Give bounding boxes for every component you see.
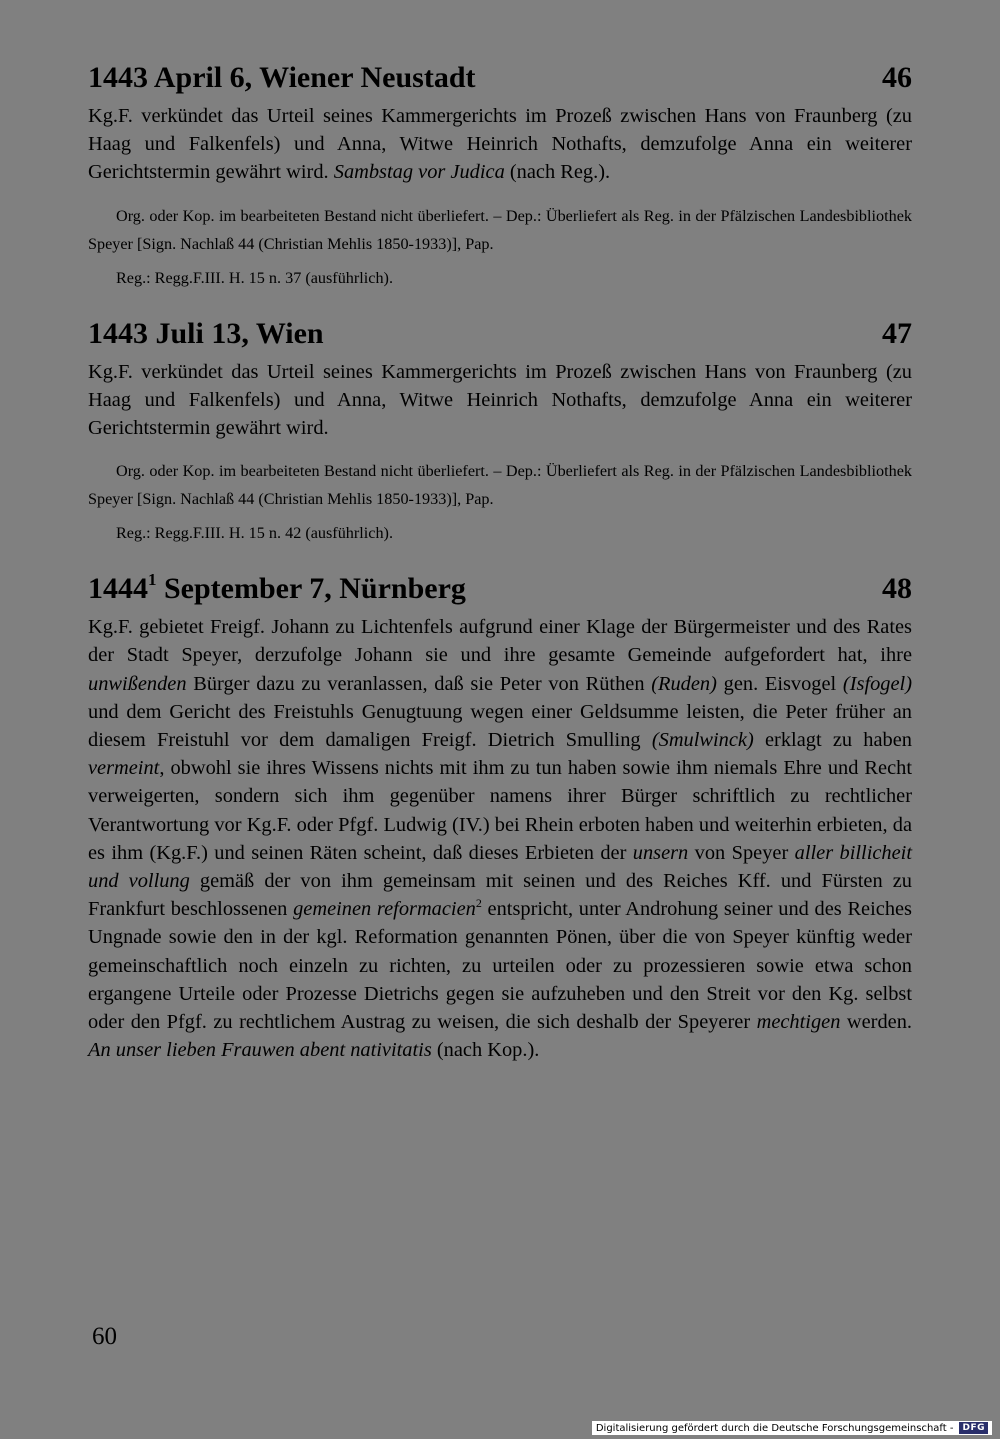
reg-reference: Reg.: Regg.F.III. H. 15 n. 37 (ausführlich). — [116, 268, 393, 287]
quoted-term: unsern — [632, 841, 689, 864]
body-text-run: erklagt zu haben — [753, 729, 912, 752]
body-text-run: Bürger dazu zu veranlassen, daß sie Peter von Rüthen — [186, 672, 652, 695]
entry-number: 48 — [882, 572, 912, 606]
quoted-term: unwißenden — [88, 672, 187, 695]
entry-number: 47 — [882, 316, 912, 350]
entry-summary: Kg.F. verkündet das Urteil seines Kammergerichts im Prozeß zwischen Hans von Fraunberg (zu Haag und Falkenfels) und Anna, Witwe Heinrich Nothafts, demzufolge Anna ein weiterer Gerichtstermin gewährt wird. — [88, 360, 912, 440]
body-text-run: und dem Gericht des Freistuhls Genugtuung wegen einer Geldsumme leisten, die Peter früher an diesem Freistuhl vor dem damaligen Freigf. Dietrich Smulling — [88, 700, 912, 752]
footnote-marker: 2 — [475, 896, 482, 911]
entry-heading — [88, 569, 912, 609]
quoted-term: (Ruden) — [651, 672, 717, 695]
quoted-term: (Smulwinck) — [651, 729, 754, 752]
funding-footer — [592, 1421, 992, 1435]
regest-entry — [88, 569, 912, 1064]
transmission-note: Org. oder Kop. im bearbeiteten Bestand nicht überliefert. – Dep.: Überliefert als Reg. in der Pfälzischen Landesbibliothek Speyer [Sign. Nachlaß 44 (Christian Mehlis 1850-1933)], Pap. — [88, 462, 912, 509]
entry-summary: Kg.F. verkündet das Urteil seines Kammergerichts im Prozeß zwischen Hans von Fraunberg (zu Haag und Falkenfels) und Anna, Witwe Heinrich Nothafts, demzufolge Anna ein weiterer Gerichtstermin gewährt wird. Sambstag vor Judica (nach Reg.). — [88, 105, 912, 184]
body-text-run: gen. Eisvogel — [716, 672, 843, 695]
reg-reference: Reg.: Regg.F.III. H. 15 n. 42 (ausführlich). — [116, 524, 393, 543]
dfg-logo: DFG — [959, 1422, 988, 1434]
body-text-run: (nach Kop.). — [431, 1039, 540, 1062]
document-page — [88, 58, 912, 1086]
funding-text: Digitalisierung gefördert durch die Deutsche Forschungsgemeinschaft - — [595, 1422, 954, 1434]
transmission-note: Org. oder Kop. im bearbeiteten Bestand nicht überliefert. – Dep.: Überliefert als Reg. in der Pfälzischen Landesbibliothek Speyer [Sign. Nachlaß 44 (Christian Mehlis 1850-1933)], Pap. — [88, 206, 912, 253]
quoted-term: vermeint — [88, 757, 160, 780]
quoted-term: gemeinen reformacien — [293, 898, 476, 921]
body-text-run: von Speyer — [688, 841, 795, 864]
body-text-run: gemäß der von ihm gemeinsam mit seinen und des Reiches Kff. und Fürsten zu Frankfurt beschlossenen — [88, 870, 912, 921]
quoted-term: aller billicheit und vollung — [88, 841, 912, 893]
quoted-term: (Isfogel) — [842, 672, 912, 695]
entry-date-place: 1443 Juli 13, Wien — [88, 316, 324, 350]
page-number: 60 — [92, 1323, 117, 1350]
body-text-run: entspricht, unter Androhung seiner und des Reiches Ungnade sowie den in der kgl. Reformation genannten Pönen, über die von Speyer künftig weder gemeinschaftlich noch einzeln zu richten, zu urteilen oder zu prozessieren sowie etwa schon ergangene Urteile oder Prozesse Dietrichs gegen sie aufzuheben und den Streit vor den Kg. selbst oder den Pfgf. zu rechtlichem Austrag zu weisen, die sich deshalb der Speyerer — [88, 898, 912, 1034]
quoted-term: An unser lieben Frauwen abent nativitatis — [88, 1039, 432, 1062]
footnote-marker: 1 — [148, 570, 157, 590]
entry-notes — [88, 202, 912, 292]
body-text-run: , obwohl sie ihres Wissens nichts mit ihm zu tun haben sowie ihm niemals Ehre und Recht verweigerten, sondern sich ihm gegenüber namens ihrer Bürger schriftlich zu rechtlicher Verantwortung vor Kg.F. oder Pfgf. Ludwig (IV.) bei Rhein erboten haben und weiterhin erbieten, da es ihm (Kg.F.) und seinen Räten scheint, daß dieses Erbieten der — [88, 757, 912, 864]
entry-date-place: 1443 April 6, Wiener Neustadt — [88, 61, 476, 94]
entry-number: 46 — [882, 61, 912, 94]
entry-summary — [88, 613, 912, 1064]
regest-entry — [88, 58, 912, 292]
entry-heading — [88, 314, 912, 354]
regest-entry — [88, 314, 912, 548]
body-text-run: werden. — [840, 1011, 912, 1034]
quoted-term: mechtigen — [756, 1011, 841, 1034]
body-text-run: Kg.F. gebietet Freigf. Johann zu Lichtenfels aufgrund einer Klage der Bürgermeister und des Rates der Stadt Speyer, derzufolge Johann sie und ihre gesamte Gemeinde aufgefordert hat, ihre — [88, 616, 912, 667]
entry-notes — [88, 457, 912, 547]
entry-heading — [88, 58, 912, 98]
entry-date-place: 1444$^1$ September 7, Nürnberg — [88, 570, 466, 606]
